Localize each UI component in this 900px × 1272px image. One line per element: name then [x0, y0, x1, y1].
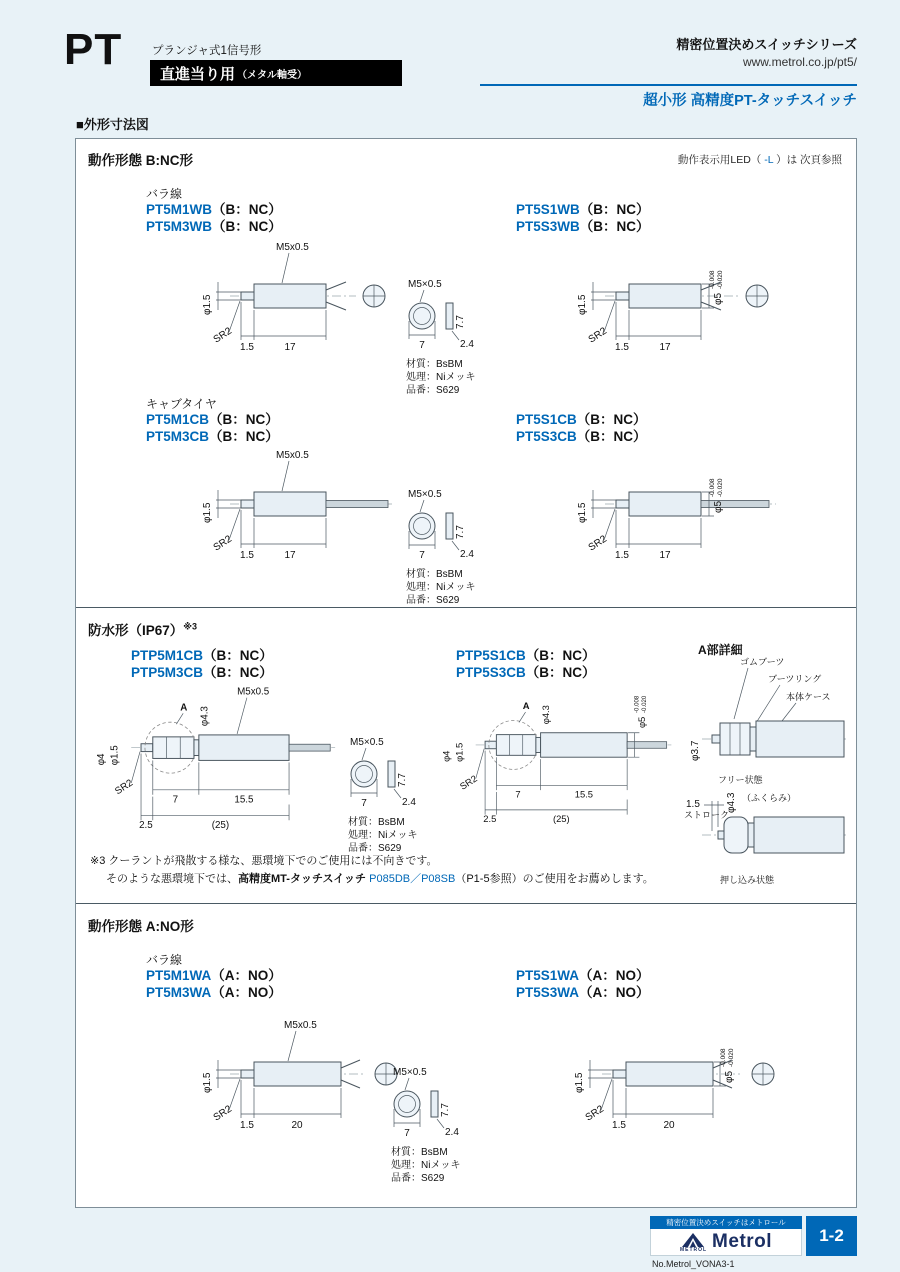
drawing-nc-cab-m	[196, 447, 401, 569]
cabtyre-cable	[289, 744, 330, 751]
svg-text:17: 17	[659, 342, 671, 353]
drawing-ip67-m	[92, 681, 342, 830]
doc-number: No.Metrol_VONA3-1	[652, 1259, 735, 1269]
nut-side-view	[388, 761, 395, 787]
model-list-no-wire-m: PT5M1WA（A：NO） PT5M3WA（A：NO）	[146, 968, 282, 1000]
svg-text:7.7: 7.7	[397, 773, 408, 787]
svg-text:ストローク: ストローク	[684, 810, 730, 820]
boot-dia-label: φ4.3	[540, 705, 552, 725]
dimension-lines	[615, 510, 701, 561]
model-code: PT5M3WA	[146, 985, 212, 1000]
boot-label: ゴムブーツ	[740, 657, 785, 667]
metrol-mark: METROL	[680, 1232, 707, 1253]
detail-a-label: A	[180, 702, 188, 714]
ring-label: ブーツリング	[768, 674, 822, 684]
switch-body	[254, 284, 326, 308]
series-title: 精密位置決めスイッチシリーズ	[676, 37, 857, 52]
product-type-line: プランジャ式1信号形	[152, 45, 262, 57]
nut-spec: 材質：BsBM 処理：Niメッキ 品番：S629	[348, 817, 418, 854]
drawing-no-wire-m	[196, 1017, 406, 1139]
dia-label: φ1.5	[202, 294, 213, 315]
pushed-state-label: 押し込み状態	[720, 875, 775, 885]
svg-text:1.5: 1.5	[240, 342, 254, 353]
svg-text:17: 17	[284, 550, 296, 561]
svg-text:7.7: 7.7	[455, 315, 466, 329]
svg-text:φ5: φ5	[724, 1070, 735, 1083]
model-code: PT5S3WA	[516, 985, 580, 1000]
detail-a-label: A	[522, 700, 530, 712]
dimension-lines	[240, 510, 326, 561]
svg-text:1.5: 1.5	[615, 342, 629, 353]
svg-text:(25): (25)	[211, 820, 230, 830]
model-list-nc-wire-m: PT5M1WB（B：NC） PT5M3WB（B：NC）	[146, 202, 282, 234]
svg-text:1.5: 1.5	[615, 550, 629, 561]
model-list-nc-cab-m: PT5M1CB（B：NC） PT5M3CB（B：NC）	[146, 412, 279, 444]
svg-text:-0.008: -0.008	[709, 478, 716, 497]
product-logo: PT	[64, 25, 123, 74]
boot-dia-free: φ3.7	[690, 740, 701, 761]
dia-label: φ1.5	[202, 502, 213, 523]
switch-body	[629, 284, 701, 308]
nc-section-title: 動作形態 B:NC形	[88, 153, 193, 168]
svg-text:7: 7	[419, 550, 425, 561]
plunger	[485, 741, 496, 749]
drawing-a-detail	[684, 655, 854, 895]
svg-text:1.5: 1.5	[240, 550, 254, 561]
nut-thread-label: M5×0.5	[393, 1067, 427, 1078]
switch-body	[629, 492, 701, 516]
svg-text:-0.008: -0.008	[633, 695, 641, 713]
nut-side-view	[446, 303, 453, 329]
sr-label: SR2	[583, 1103, 606, 1124]
stroke-dimension	[684, 799, 729, 831]
mountain-icon	[681, 1232, 705, 1248]
svg-text:1.5: 1.5	[612, 1120, 626, 1131]
svg-text:7.7: 7.7	[455, 525, 466, 539]
series-tagline: 超小形 高精度PT-タッチスイッチ	[643, 93, 857, 109]
nut-spec: 材質：BsBM 処理：Niメッキ 品番：S629	[391, 1147, 461, 1184]
thread-label: M5x0.5	[276, 242, 309, 253]
free-state-label: フリー状態	[718, 775, 763, 785]
model-list-nc-wire-s: PT5S1WB（B：NC） PT5S3WB（B：NC）	[516, 202, 650, 234]
model-code: PT5M3WB	[146, 219, 213, 234]
svg-text:φ5: φ5	[636, 716, 648, 729]
nut-front-view	[351, 761, 377, 787]
mounting-nut-detail	[406, 487, 492, 607]
website-url: www.metrol.co.jp/pt5/	[742, 55, 857, 69]
model-code: PTP5S1CB	[456, 648, 526, 663]
sr-label: SR2	[113, 777, 136, 798]
product-use-bar	[150, 60, 402, 86]
model-list-ip67-s: PTP5S1CB（B：NC） PTP5S3CB（B：NC）	[456, 648, 596, 680]
drawing-nc-wire-s	[571, 239, 786, 361]
section-title: ■外形寸法図	[76, 117, 149, 132]
led-note: 動作表示用LED（ -L ）は 次頁参照	[677, 154, 842, 166]
svg-text:2.5: 2.5	[483, 813, 497, 824]
ip67-section-title: 防水形$(IP67)^{※3}$	[88, 621, 198, 638]
boot-dia-label: φ4.3	[199, 706, 211, 727]
svg-text:15.5: 15.5	[234, 794, 254, 806]
dimension-lines	[483, 751, 627, 824]
svg-text:7: 7	[404, 1128, 410, 1139]
body-dia-tolerance	[633, 695, 648, 728]
wire-type-label: バラ線	[146, 187, 183, 201]
svg-text:17: 17	[284, 342, 296, 353]
plunger	[241, 1070, 254, 1078]
nut-side-view	[446, 513, 453, 539]
svg-text:1.5: 1.5	[686, 799, 700, 810]
no-section-title: 動作形態 A:NO形	[88, 919, 194, 934]
svg-text:20: 20	[291, 1120, 303, 1131]
cab-type-label: キャブタイヤ	[146, 397, 217, 411]
nut-thread-label: M5×0.5	[350, 737, 384, 748]
drawing-no-wire-s	[568, 1017, 788, 1139]
nut-front-view	[409, 303, 435, 329]
sr-label: SR2	[211, 533, 234, 554]
bulge-label: （ふくらみ）	[742, 793, 797, 803]
model-list-ip67-m: PTP5M1CB（B：NC） PTP5M3CB（B：NC）	[131, 648, 273, 680]
thread-label: M5x0.5	[237, 686, 270, 698]
ip67-note-2: そのような悪環境下では、高精度MT-タッチスイッチ P085DB／P08SB（P1-5参照）のご使用をお薦めします。	[106, 873, 654, 885]
model-code: PTP5S3CB	[456, 665, 526, 680]
svg-text:7.7: 7.7	[440, 1103, 451, 1117]
dimension-lines	[612, 1080, 713, 1131]
svg-text:-0.020: -0.020	[640, 695, 648, 713]
boot-ring	[536, 737, 541, 752]
svg-text:φ5: φ5	[713, 292, 724, 305]
mounting-nut-detail	[406, 277, 492, 397]
svg-text:20: 20	[663, 1120, 675, 1131]
sr-label: SR2	[211, 325, 234, 346]
svg-text:7: 7	[515, 788, 521, 800]
drawing-nc-cab-s	[571, 447, 786, 569]
cabtyre-cable	[701, 501, 769, 508]
plunger	[241, 500, 254, 508]
pushed-state-view	[702, 817, 846, 853]
use-label: 直進当り用	[160, 65, 236, 83]
dimension-figure-box	[75, 138, 857, 1208]
dia-label: φ1.5	[453, 742, 465, 762]
plunger	[616, 500, 629, 508]
nut-thread-label: M5×0.5	[408, 489, 442, 500]
wire-type-label: バラ線	[146, 953, 183, 967]
drawing-ip67-s	[438, 681, 678, 824]
nut-thread-label: M5×0.5	[408, 279, 442, 290]
switch-body	[254, 492, 326, 516]
brand-wordmark: Metrol	[712, 1231, 773, 1252]
model-code: PT5S3WB	[516, 219, 580, 234]
svg-text:15.5: 15.5	[574, 788, 594, 800]
plunger	[613, 1070, 626, 1078]
section-divider	[76, 903, 856, 904]
plunger	[141, 744, 153, 752]
svg-text:7: 7	[361, 798, 367, 809]
ip67-note-1: ※3 クーラントが飛散する様な、悪環境下でのご使用には不向きです。	[90, 855, 438, 867]
section-divider	[76, 607, 856, 608]
use-note: （メタル軸受）	[237, 69, 308, 81]
thread-label: M5x0.5	[276, 450, 309, 461]
footer-tagline: 精密位置決めスイッチはメトロール	[650, 1216, 802, 1229]
model-code: PT5S3CB	[516, 429, 577, 444]
model-code: PTP5M1CB	[131, 648, 204, 663]
blue-rule	[480, 84, 857, 86]
drawing-nc-wire-m	[196, 239, 401, 361]
dia-label: φ1.5	[202, 1072, 213, 1093]
svg-text:1.5: 1.5	[240, 1120, 254, 1131]
plunger	[616, 292, 629, 300]
svg-text:-0.008: -0.008	[720, 1048, 727, 1067]
model-list-no-wire-s: PT5S1WA（A：NO） PT5S3WA（A：NO）	[516, 968, 650, 1000]
nut-side-view	[431, 1091, 438, 1117]
plunger	[241, 292, 254, 300]
svg-text:-0.020: -0.020	[717, 478, 724, 497]
sr-label: SR2	[586, 325, 609, 346]
model-code: PTP5M3CB	[131, 665, 204, 680]
svg-text:φ5: φ5	[713, 500, 724, 513]
dimension-lines	[240, 1080, 341, 1131]
svg-text:-0.020: -0.020	[728, 1048, 735, 1067]
mounting-nut-detail	[391, 1065, 477, 1185]
boot-ring	[194, 740, 199, 756]
page-number: 1-2	[806, 1216, 857, 1256]
switch-body	[541, 733, 628, 757]
nut-front-view	[394, 1091, 420, 1117]
dia-label: φ4	[95, 753, 107, 766]
model-code: PT5M3CB	[146, 429, 210, 444]
model-code: PT5S1CB	[516, 412, 577, 427]
switch-body	[626, 1062, 713, 1086]
dia-label: φ1.5	[574, 1072, 585, 1093]
nut-spec: 材質：BsBM 処理：Niメッキ 品番：S629	[406, 359, 476, 396]
model-code: PT5M1WA	[146, 968, 212, 983]
nut-spec: 材質：BsBM 処理：Niメッキ 品番：S629	[406, 569, 476, 606]
svg-text:2.4: 2.4	[402, 797, 416, 808]
svg-text:-0.020: -0.020	[717, 270, 724, 289]
svg-text:2.5: 2.5	[139, 820, 153, 830]
dimension-lines	[139, 754, 289, 830]
led-option-code: -L	[764, 154, 774, 166]
a-detail-title: A部詳細	[698, 643, 743, 657]
svg-text:7: 7	[172, 794, 179, 806]
body-dia-tolerance	[720, 1048, 735, 1083]
svg-text:7: 7	[419, 340, 425, 351]
bulge-dia-label: φ4.3	[726, 792, 737, 813]
switch-body	[254, 1062, 341, 1086]
free-state-view	[702, 721, 846, 757]
svg-text:2.4: 2.4	[460, 339, 474, 350]
case-label: 本体ケース	[786, 692, 831, 702]
cabtyre-cable	[326, 501, 388, 508]
model-code: PT5M1WB	[146, 202, 213, 217]
mounting-nut-detail	[348, 735, 434, 855]
nut-front-view	[409, 513, 435, 539]
svg-text:-0.008: -0.008	[709, 270, 716, 289]
svg-text:(25): (25)	[552, 813, 570, 824]
svg-text:2.4: 2.4	[460, 549, 474, 560]
switch-body	[199, 735, 289, 760]
body-dia-tolerance	[709, 270, 724, 305]
svg-text:17: 17	[659, 550, 671, 561]
ip67-ref-mark: ※3	[183, 621, 198, 632]
rubber-boot	[496, 735, 536, 756]
model-code: PT5S1WA	[516, 968, 580, 983]
thread-label: M5x0.5	[284, 1020, 317, 1031]
dia-label: φ1.5	[577, 294, 588, 315]
sr-label: SR2	[586, 533, 609, 554]
dimension-lines	[240, 302, 326, 353]
cabtyre-cable	[627, 742, 667, 749]
model-code: PT5M1CB	[146, 412, 210, 427]
dia-label: φ4	[440, 750, 452, 762]
svg-text:2.4: 2.4	[445, 1127, 459, 1138]
dia-label: φ1.5	[109, 745, 121, 766]
rubber-boot	[153, 737, 194, 759]
mt-switch-ref: P085DB／P08SB	[369, 873, 456, 885]
dimension-lines	[615, 302, 701, 353]
sr-label: SR2	[457, 772, 479, 792]
model-list-nc-cab-s: PT5S1CB（B：NC） PT5S3CB（B：NC）	[516, 412, 647, 444]
sr-label: SR2	[211, 1103, 234, 1124]
dia-label: φ1.5	[577, 502, 588, 523]
model-code: PT5S1WB	[516, 202, 580, 217]
metrol-logo	[650, 1229, 802, 1256]
